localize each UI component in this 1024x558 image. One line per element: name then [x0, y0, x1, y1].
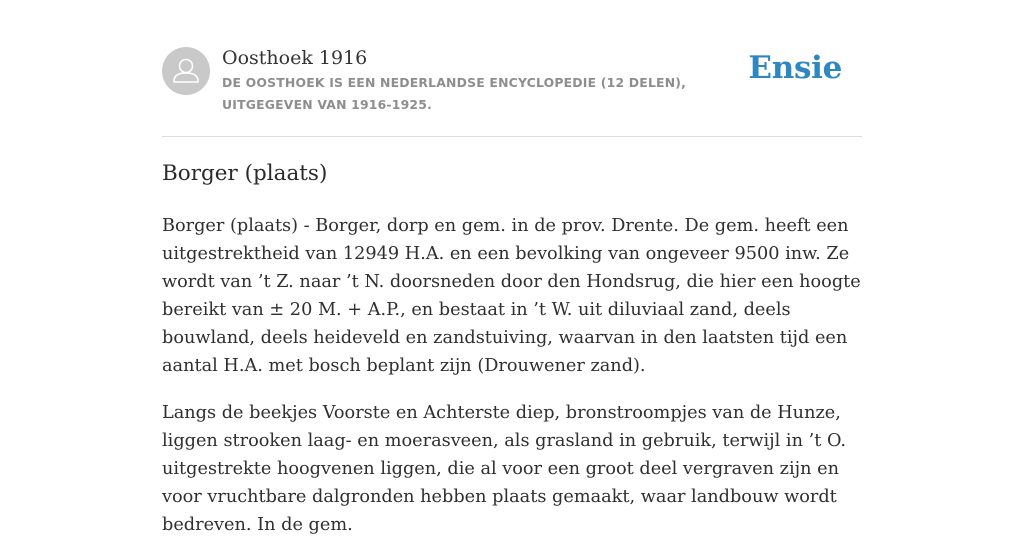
article-body — [162, 212, 870, 558]
user-avatar-icon[interactable] — [162, 47, 210, 95]
article-paragraph: Langs de beekjes Voorste en Achterste diep, bronstroompjes van de Hunze, liggen strooken laag- en moerasveen, als grasland in gebruik, terwijl in ’t O. uitgestrekte hoogvenen liggen, die al voor een groot deel vergraven zijn en voor vruchtbare dalgronden hebben plaats gemaakt, waar landbouw wordt bedreven. In de gem. — [162, 403, 847, 535]
article-paragraph: Borger (plaats) - Borger, dorp en gem. in de prov. Drente. De gem. heeft een uitgestrektheid van 12949 H.A. en een bevolking van ongeveer 9500 inw. Ze wordt van ’t Z. naar ’t N. doorsneden door den Hondsrug, die hier een hoogte bereikt van ± 20 M. + A.P., en bestaat in ’t W. uit diluviaal zand, deels bouwland, deels heideveld en zandstuiving, waarvan in den laatsten tijd een aantal H.A. met bosch beplant zijn (Drouwener zand). — [162, 216, 861, 376]
source-header — [162, 0, 862, 137]
source-title[interactable]: Oosthoek 1916 — [222, 47, 368, 69]
source-description: DE OOSTHOEK IS EEN NEDERLANDSE ENCYCLOPEDIE (12 DELEN), UITGEGEVEN VAN 1916-1925. — [222, 75, 687, 112]
page — [162, 0, 862, 535]
ensie-logo[interactable]: Ensie — [748, 50, 842, 86]
article-title: Borger (plaats) — [162, 161, 328, 186]
avatar-silhouette-icon — [162, 47, 210, 95]
